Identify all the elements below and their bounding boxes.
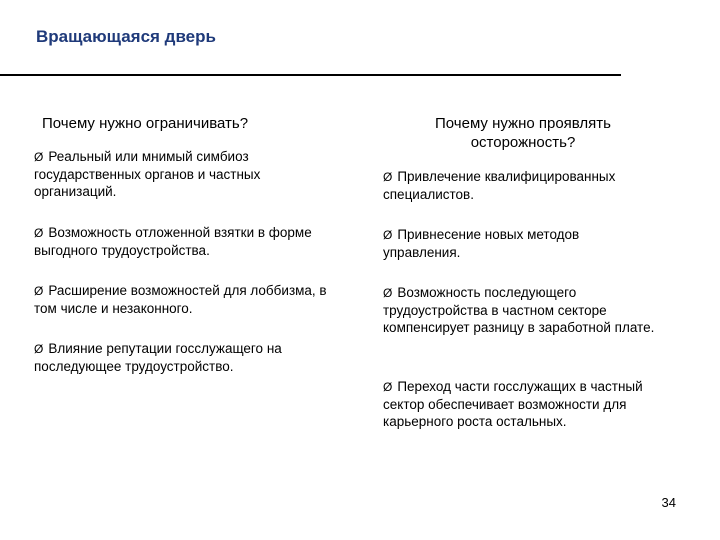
bullet-arrow-icon: Ø <box>34 342 44 356</box>
slide-title: Вращающаяся дверь <box>36 27 216 46</box>
page-number: 34 <box>661 495 676 510</box>
right-item-1: Ø Привлечение квалифицированных специалистов. <box>383 169 616 202</box>
right-item-3: Ø Возможность последующего трудоустройства в частном секторе компенсирует разницу в заработной плате. <box>383 285 655 335</box>
right-heading: Почему нужно проявлять осторожность? <box>435 115 611 151</box>
bullet-arrow-icon: Ø <box>383 170 393 184</box>
left-item-4: Ø Влияние репутации госслужащего на последующее трудоустройство. <box>34 341 282 374</box>
bullet-arrow-icon: Ø <box>34 150 44 164</box>
left-item-3: Ø Расширение возможностей для лоббизма, в том числе и незаконного. <box>34 283 327 316</box>
bullet-arrow-icon: Ø <box>383 228 393 242</box>
left-item-2: Ø Возможность отложенной взятки в форме выгодного трудоустройства. <box>34 225 312 258</box>
bullet-arrow-icon: Ø <box>383 286 393 300</box>
left-item-1: Ø Реальный или мнимый симбиоз государственных органов и частных организаций. <box>34 149 261 199</box>
bullet-arrow-icon: Ø <box>34 226 44 240</box>
right-item-4: Ø Переход части госслужащих в частный сектор обеспечивает возможности для карьерного роста остальных. <box>383 379 643 429</box>
bullet-arrow-icon: Ø <box>34 284 44 298</box>
left-column <box>34 114 334 133</box>
bullet-arrow-icon: Ø <box>383 380 393 394</box>
right-item-2: Ø Привнесение новых методов управления. <box>383 227 580 260</box>
title-divider <box>0 74 621 76</box>
right-column <box>383 114 683 152</box>
left-heading: Почему нужно ограничивать? <box>42 115 249 132</box>
